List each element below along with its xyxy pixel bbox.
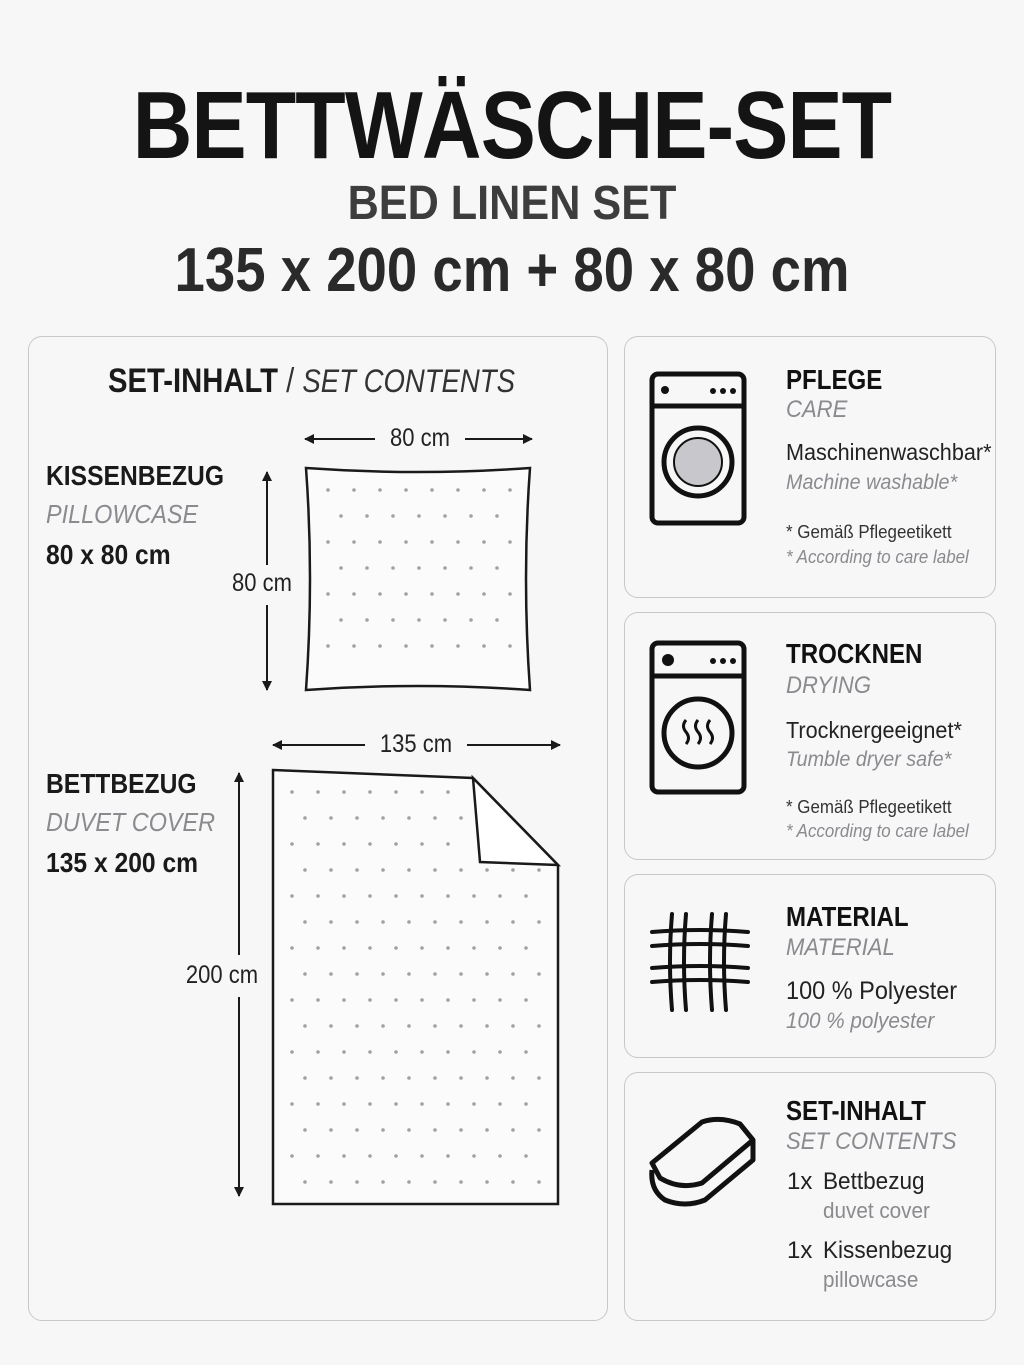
- fabric-dot: [443, 514, 447, 518]
- fabric-dot: [420, 1102, 424, 1106]
- fabric-dot: [446, 894, 450, 898]
- fabric-dot: [508, 540, 512, 544]
- fabric-dot: [404, 592, 408, 596]
- fabric-dot: [316, 894, 320, 898]
- set-contents-title-de: SET-INHALT: [786, 1095, 927, 1126]
- fabric-dot: [290, 842, 294, 846]
- fabric-dot: [472, 1154, 476, 1158]
- fabric-dot: [511, 1128, 515, 1132]
- fabric-dot: [472, 894, 476, 898]
- fabric-dot: [326, 592, 330, 596]
- set-item-name-en: pillowcase: [823, 1267, 919, 1292]
- drying-value-de: Trocknergeeignet*: [786, 717, 962, 743]
- fabric-dot: [378, 488, 382, 492]
- fabric-dot: [381, 868, 385, 872]
- fabric-dot: [485, 972, 489, 976]
- set-dimensions: 135 x 200 cm + 80 x 80 cm: [174, 236, 850, 305]
- fabric-dot: [524, 894, 528, 898]
- fabric-dot: [443, 566, 447, 570]
- fabric-dot: [469, 514, 473, 518]
- fabric-dot: [508, 488, 512, 492]
- fabric-dot: [511, 868, 515, 872]
- fabric-dot: [443, 618, 447, 622]
- fabric-dot: [290, 894, 294, 898]
- fabric-dot: [352, 488, 356, 492]
- care-note-de: * Gemäß Pflegeetikett: [786, 522, 952, 542]
- pillowcase-size: 80 x 80 cm: [46, 539, 171, 570]
- fabric-dot: [482, 488, 486, 492]
- fabric-dot: [524, 1154, 528, 1158]
- fabric-dot: [290, 790, 294, 794]
- set-item-name-en: duvet cover: [823, 1198, 930, 1223]
- drying-value-en: Tumble dryer safe*: [786, 748, 952, 771]
- fabric-dot: [394, 894, 398, 898]
- fabric-dot: [495, 514, 499, 518]
- fabric-dot: [378, 592, 382, 596]
- fabric-dot: [511, 1180, 515, 1184]
- fabric-dot: [446, 1050, 450, 1054]
- fabric-dot: [342, 998, 346, 1002]
- fabric-dot: [368, 1102, 372, 1106]
- fabric-dot: [511, 972, 515, 976]
- fabric-dot: [446, 946, 450, 950]
- fabric-dot: [524, 998, 528, 1002]
- fabric-dot: [365, 618, 369, 622]
- fabric-dot: [524, 1102, 528, 1106]
- fabric-dot: [407, 972, 411, 976]
- fabric-dot: [459, 972, 463, 976]
- fabric-dot: [459, 816, 463, 820]
- fabric-dot: [303, 868, 307, 872]
- fabric-dot: [511, 920, 515, 924]
- fabric-dot: [537, 1076, 541, 1080]
- fabric-dot: [508, 644, 512, 648]
- fabric-dot: [365, 514, 369, 518]
- duvet-folded-corner: [473, 778, 558, 865]
- fabric-dot: [303, 1128, 307, 1132]
- fabric-dot: [459, 1128, 463, 1132]
- fabric-dot: [459, 1076, 463, 1080]
- material-value-de: 100 % Polyester: [786, 977, 958, 1005]
- fabric-dot: [459, 1024, 463, 1028]
- fabric-dot: [456, 540, 460, 544]
- fabric-dot: [355, 1128, 359, 1132]
- fabric-dot: [459, 868, 463, 872]
- contents-panel-title: [108, 362, 515, 401]
- fabric-dot: [342, 1102, 346, 1106]
- fabric-dot: [482, 540, 486, 544]
- tumble-dryer-icon: [652, 643, 744, 792]
- fabric-dot: [482, 592, 486, 596]
- fabric-dot: [417, 618, 421, 622]
- care-value-de: Maschinenwaschbar*: [786, 439, 992, 465]
- fabric-dot: [446, 842, 450, 846]
- drying-note-en: * According to care label: [786, 821, 969, 841]
- fabric-dot: [420, 790, 424, 794]
- fabric-dot: [394, 790, 398, 794]
- fabric-dot: [459, 1180, 463, 1184]
- contents-title-de: SET-INHALT: [108, 362, 279, 400]
- fabric-dot: [378, 644, 382, 648]
- fabric-dot: [394, 842, 398, 846]
- fabric-dot: [394, 1050, 398, 1054]
- fabric-dot: [433, 920, 437, 924]
- fabric-dot: [498, 1102, 502, 1106]
- fabric-dot: [407, 816, 411, 820]
- fabric-dot: [342, 790, 346, 794]
- fabric-dot: [407, 1024, 411, 1028]
- fabric-dot: [459, 920, 463, 924]
- fabric-dot: [417, 514, 421, 518]
- folded-linen-icon: [652, 1119, 753, 1204]
- fabric-dot: [420, 946, 424, 950]
- page-title: BETTWÄSCHE-SET: [132, 72, 892, 179]
- fabric-dot: [537, 1180, 541, 1184]
- fabric-dot: [446, 998, 450, 1002]
- fabric-dot: [485, 1076, 489, 1080]
- fabric-dot: [498, 946, 502, 950]
- pillow-height-label: 80 cm: [232, 569, 292, 597]
- fabric-dot: [355, 1076, 359, 1080]
- duvet-width-label: 135 cm: [379, 730, 453, 758]
- page-subtitle: BED LINEN SET: [347, 177, 677, 230]
- fabric-dot: [482, 644, 486, 648]
- care-note-en: * According to care label: [786, 547, 969, 567]
- fabric-dot: [472, 998, 476, 1002]
- woven-fabric-icon: [652, 914, 748, 1010]
- fabric-dot: [394, 946, 398, 950]
- fabric-dot: [381, 972, 385, 976]
- fabric-dot: [352, 644, 356, 648]
- fabric-dot: [342, 946, 346, 950]
- fabric-dot: [381, 1076, 385, 1080]
- fabric-dot: [316, 1102, 320, 1106]
- fabric-dot: [329, 1076, 333, 1080]
- fabric-dot: [456, 488, 460, 492]
- care-value-en: Machine washable*: [786, 471, 958, 494]
- fabric-dot: [433, 868, 437, 872]
- fabric-dot: [378, 540, 382, 544]
- fabric-dot: [420, 842, 424, 846]
- fabric-dot: [368, 894, 372, 898]
- fabric-dot: [498, 1050, 502, 1054]
- fabric-dot: [394, 998, 398, 1002]
- fabric-dot: [495, 566, 499, 570]
- set-item-name-de: Bettbezug: [823, 1168, 925, 1195]
- fabric-dot: [355, 868, 359, 872]
- fabric-dot: [326, 644, 330, 648]
- fabric-dot: [381, 1128, 385, 1132]
- fabric-dot: [303, 920, 307, 924]
- fabric-dot: [485, 920, 489, 924]
- fabric-dot: [498, 998, 502, 1002]
- fabric-dot: [472, 1102, 476, 1106]
- fabric-dot: [368, 842, 372, 846]
- fabric-dot: [290, 1050, 294, 1054]
- fabric-dot: [329, 1180, 333, 1184]
- fabric-dot: [446, 1154, 450, 1158]
- washing-machine-icon: [652, 374, 744, 523]
- care-title-en: CARE: [786, 396, 848, 423]
- fabric-dot: [303, 816, 307, 820]
- fabric-dot: [381, 920, 385, 924]
- fabric-dot: [316, 1154, 320, 1158]
- fabric-dot: [381, 1024, 385, 1028]
- fabric-dot: [433, 816, 437, 820]
- fabric-dot: [420, 1154, 424, 1158]
- fabric-dot: [537, 1128, 541, 1132]
- fabric-dot: [407, 1128, 411, 1132]
- fabric-dot: [537, 920, 541, 924]
- fabric-dot: [316, 1050, 320, 1054]
- pillowcase-label-de: KISSENBEZUG: [46, 460, 224, 491]
- material-title-de: MATERIAL: [786, 901, 909, 932]
- fabric-dot: [508, 592, 512, 596]
- fabric-dot: [472, 946, 476, 950]
- fabric-dot: [342, 1154, 346, 1158]
- fabric-dot: [524, 946, 528, 950]
- fabric-dot: [498, 894, 502, 898]
- fabric-dot: [391, 514, 395, 518]
- fabric-dot: [498, 1154, 502, 1158]
- fabric-dot: [456, 592, 460, 596]
- fabric-dot: [290, 1154, 294, 1158]
- fabric-dot: [303, 972, 307, 976]
- fabric-dot: [394, 1154, 398, 1158]
- fabric-dot: [290, 946, 294, 950]
- fabric-dot: [407, 1076, 411, 1080]
- fabric-dot: [355, 1180, 359, 1184]
- fabric-dot: [430, 488, 434, 492]
- fabric-dot: [329, 868, 333, 872]
- drying-title-en: DRYING: [786, 672, 872, 699]
- pillowcase-shape: [306, 468, 530, 690]
- fabric-dot: [469, 618, 473, 622]
- fabric-dot: [430, 540, 434, 544]
- fabric-dot: [368, 946, 372, 950]
- fabric-dot: [368, 1154, 372, 1158]
- fabric-dot: [329, 1024, 333, 1028]
- fabric-dot: [368, 790, 372, 794]
- duvet-size: 135 x 200 cm: [46, 847, 199, 878]
- fabric-dot: [352, 540, 356, 544]
- set-item-qty: 1x: [787, 1237, 813, 1264]
- fabric-dot: [495, 618, 499, 622]
- fabric-dot: [326, 488, 330, 492]
- duvet-label-de: BETTBEZUG: [46, 768, 197, 799]
- fabric-dot: [391, 566, 395, 570]
- fabric-dot: [339, 618, 343, 622]
- material-value-en: 100 % polyester: [786, 1008, 935, 1033]
- fabric-dot: [381, 1180, 385, 1184]
- fabric-dot: [342, 894, 346, 898]
- set-contents-title-en: SET CONTENTS: [786, 1128, 957, 1155]
- fabric-dot: [316, 998, 320, 1002]
- fabric-dot: [430, 644, 434, 648]
- material-title-en: MATERIAL: [786, 934, 895, 961]
- fabric-dot: [326, 540, 330, 544]
- fabric-dot: [329, 920, 333, 924]
- pillow-width-label: 80 cm: [390, 424, 450, 452]
- fabric-dot: [456, 644, 460, 648]
- fabric-dot: [433, 1076, 437, 1080]
- fabric-dot: [446, 790, 450, 794]
- fabric-dot: [391, 618, 395, 622]
- fabric-dot: [537, 972, 541, 976]
- fabric-dot: [407, 920, 411, 924]
- fabric-dot: [394, 1102, 398, 1106]
- fabric-dot: [446, 1102, 450, 1106]
- fabric-dot: [339, 514, 343, 518]
- fabric-dot: [329, 1128, 333, 1132]
- fabric-dot: [433, 1128, 437, 1132]
- fabric-dot: [407, 1180, 411, 1184]
- fabric-dot: [511, 1076, 515, 1080]
- contents-title-en: SET CONTENTS: [302, 363, 515, 399]
- fabric-dot: [430, 592, 434, 596]
- fabric-dot: [316, 842, 320, 846]
- fabric-dot: [420, 894, 424, 898]
- fabric-dot: [342, 842, 346, 846]
- duvet-label-en: DUVET COVER: [46, 807, 216, 837]
- fabric-dot: [404, 488, 408, 492]
- set-item-qty: 1x: [787, 1168, 813, 1195]
- fabric-dot: [433, 1024, 437, 1028]
- fabric-dot: [290, 1102, 294, 1106]
- fabric-dot: [433, 1180, 437, 1184]
- fabric-dot: [342, 1050, 346, 1054]
- fabric-dot: [417, 566, 421, 570]
- fabric-dot: [537, 868, 541, 872]
- fabric-dot: [469, 566, 473, 570]
- fabric-dot: [368, 1050, 372, 1054]
- fabric-dot: [381, 816, 385, 820]
- fabric-dot: [355, 1024, 359, 1028]
- fabric-dot: [365, 566, 369, 570]
- fabric-dot: [290, 998, 294, 1002]
- fabric-dot: [472, 1050, 476, 1054]
- fabric-dot: [524, 1050, 528, 1054]
- fabric-dot: [316, 946, 320, 950]
- fabric-dot: [303, 1180, 307, 1184]
- contents-title-slash: /: [286, 362, 295, 400]
- fabric-dot: [352, 592, 356, 596]
- fabric-dot: [485, 1024, 489, 1028]
- fabric-dot: [485, 1128, 489, 1132]
- fabric-dot: [355, 972, 359, 976]
- fabric-dot: [420, 998, 424, 1002]
- fabric-dot: [420, 1050, 424, 1054]
- fabric-dot: [485, 1180, 489, 1184]
- drying-title-de: TROCKNEN: [786, 638, 923, 669]
- fabric-dot: [355, 920, 359, 924]
- fabric-dot: [404, 644, 408, 648]
- drying-note-de: * Gemäß Pflegeetikett: [786, 797, 952, 817]
- care-title-de: PFLEGE: [786, 364, 883, 395]
- set-item-name-de: Kissenbezug: [823, 1237, 953, 1264]
- fabric-dot: [339, 566, 343, 570]
- fabric-dot: [329, 972, 333, 976]
- fabric-dot: [316, 790, 320, 794]
- fabric-dot: [485, 868, 489, 872]
- fabric-dot: [407, 868, 411, 872]
- pillowcase-label-en: PILLOWCASE: [46, 499, 199, 529]
- fabric-dot: [368, 998, 372, 1002]
- fabric-dot: [433, 972, 437, 976]
- fabric-dot: [537, 1024, 541, 1028]
- duvet-height-label: 200 cm: [185, 961, 259, 989]
- fabric-dot: [404, 540, 408, 544]
- fabric-dot: [355, 816, 359, 820]
- fabric-dot: [303, 1024, 307, 1028]
- fabric-dot: [329, 816, 333, 820]
- fabric-dot: [511, 1024, 515, 1028]
- fabric-dot: [303, 1076, 307, 1080]
